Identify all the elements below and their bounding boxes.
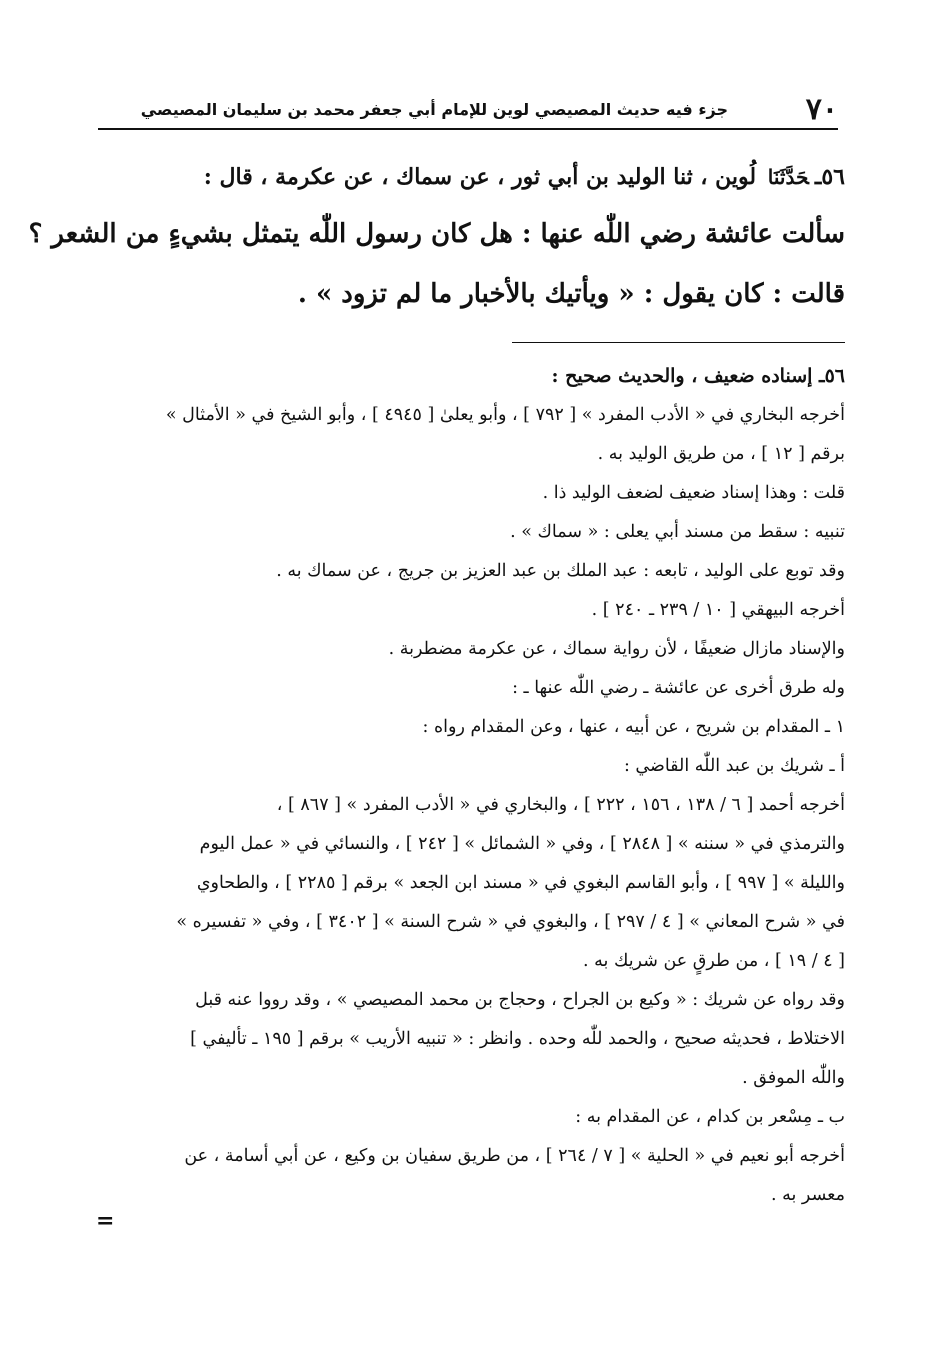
footnote-separator	[512, 342, 845, 343]
hadith-isnad-line	[100, 150, 845, 204]
hadith-matn-line-1: سألت عائشة رضي اللّٰه عنها : هل كان رسول اللّٰه يتمثل بشيءٍ من الشعر ؟	[28, 219, 845, 249]
footnote-line: والترمذي في « سننه » [ ٢٨٤٨ ] ، وفي « الشمائل » [ ٢٤٢ ] ، والنسائي في « عمل اليوم	[199, 834, 845, 854]
footnote-heading: ٥٦ـ إسناده ضعيف ، والحديث صحيح :	[551, 365, 845, 387]
footnote-line: معسر به .	[770, 1185, 845, 1205]
footnote-line: [ ٤ / ١٩ ] ، من طرقٍ عن شريك به .	[583, 951, 845, 971]
footnote-line: ١ ـ المقدام بن شريح ، عن أبيه ، عنها ، وعن المقدام رواه :	[422, 717, 845, 737]
running-title: جزء فيه حديث المصيصي لوين للإمام أبي جعفر محمد بن سليمان المصيصي	[140, 100, 728, 119]
footnote-line: أخرجه البيهقي [ ١٠ / ٢٣٩ ـ ٢٤٠ ] .	[591, 600, 845, 620]
footnote-line: قلت : وهذا إسناد ضعيف لضعف الوليد ذا .	[542, 483, 845, 503]
footnote-line: ب ـ مِسْعر بن كدام ، عن المقدام به :	[575, 1107, 845, 1127]
footnote-line: تنبيه : سقط من مسند أبي يعلى : « سماك » .	[510, 522, 845, 542]
footnote-line: وقد رواه عن شريك : « وكيع بن الجراح ، وحجاج بن محمد المصيصي » ، وقد رووا عنه قبل	[195, 990, 845, 1010]
footnote-line: والليلة » [ ٩٩٧ ] ، وأبو القاسم البغوي في « مسند ابن الجعد » برقم [ ٢٢٨٥ ] ، والطحاوي	[196, 873, 845, 893]
footnote-line: واللّٰه الموفق .	[742, 1068, 845, 1088]
footnote-line: في « شرح المعاني » [ ٤ / ٢٩٧ ] ، والبغوي في « شرح السنة » [ ٣٤٠٢ ] ، وفي « تفسيره »	[176, 912, 845, 932]
hadith-text-block	[28, 150, 845, 324]
footnote-line: وقد توبع على الوليد ، تابعه : عبد الملك بن عبد العزيز بن جريج ، عن سماك به .	[276, 561, 845, 581]
continuation-mark: =	[96, 1208, 115, 1234]
haddathana-word: حَدَّثَنَا	[767, 165, 809, 189]
footnote-line: والإسناد مازال ضعيفًا ، لأن رواية سماك ، عن عكرمة مضطربة .	[388, 639, 845, 659]
hadith-isnad: لُوين ، ثنا الوليد بن أبي ثور ، عن سماك ، عن عكرمة ، قال :	[203, 164, 757, 190]
hadith-number: ٥٦ـ	[814, 164, 845, 190]
footnote-line: برقم [ ١٢ ] ، من طريق الوليد به .	[597, 444, 845, 464]
hadith-matn-line-2: قالت : كان يقول : « ويأتيك بالأخبار ما لم تزود » .	[297, 279, 845, 309]
footnote-line: أخرجه أحمد [ ٦ / ١٣٨ ، ١٥٦ ، ٢٢٢ ] ، والبخاري في « الأدب المفرد » [ ٨٦٧ ] ،	[276, 795, 845, 815]
footnote-line: الاختلاط ، فحديثه صحيح ، والحمد للّٰه وحده . وانظر : « تنبيه الأريب » برقم [ ١٩٥ ـ تأليفي ]	[190, 1029, 845, 1049]
footnote-line: أخرجه أبو نعيم في « الحلية » [ ٧ / ٢٦٤ ] ، من طريق سفيان بن وكيع ، عن أبي أسامة ، عن	[184, 1146, 845, 1166]
page-number: ٧٠	[805, 92, 838, 127]
footnotes	[100, 356, 845, 1215]
footnote-line: وله طرق أخرى عن عائشة ـ رضي اللّٰه عنها ـ :	[512, 678, 845, 698]
page-header	[98, 92, 838, 130]
footnote-line: أ ـ شريك بن عبد اللّٰه القاضي :	[623, 756, 845, 776]
footnote-line: أخرجه البخاري في « الأدب المفرد » [ ٧٩٢ ] ، وأبو يعلىٰ [ ٤٩٤٥ ] ، وأبو الشيخ في « الأمثال »	[165, 405, 845, 425]
